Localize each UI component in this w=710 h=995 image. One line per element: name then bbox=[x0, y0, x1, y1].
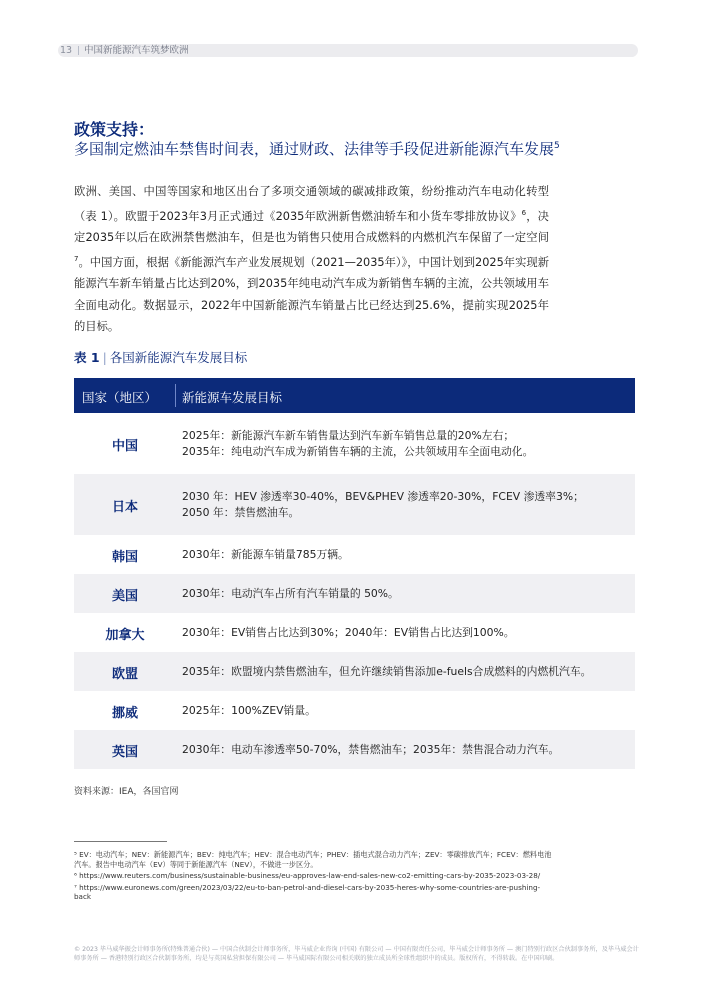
body-text-part-2: ，决定2035年以后在欧洲禁售燃油车，但是也为销售只使用合成燃料的内燃机汽车保留了一定空间 bbox=[74, 209, 549, 244]
section-subtitle bbox=[74, 136, 574, 160]
table-caption bbox=[74, 348, 247, 366]
table-body bbox=[74, 413, 635, 769]
table-title: 各国新能源汽车发展目标 bbox=[109, 350, 248, 365]
goal-cell bbox=[182, 703, 632, 719]
goal-line: 2035年：欧盟境内禁售燃油车，但允许继续销售添加e-fuels合成燃料的内燃机汽车。 bbox=[182, 664, 592, 678]
goal-cell bbox=[182, 428, 632, 460]
footnote-rule bbox=[74, 841, 167, 842]
caption-separator: | bbox=[102, 350, 107, 365]
footnotes bbox=[74, 850, 554, 904]
footnote-ref-6: 6 bbox=[521, 208, 527, 217]
goal-cell bbox=[182, 742, 632, 758]
country-cell: 英国 bbox=[111, 744, 138, 760]
section-title: 政策支持： bbox=[74, 120, 155, 139]
goal-line: 2030年：新能源车销量785万辆。 bbox=[182, 547, 349, 561]
table-row bbox=[74, 613, 635, 652]
table-label: 表 1 bbox=[74, 350, 100, 365]
footnote-7: ⁷ https://www.euronews.com/green/2023/03/22/eu-to-ban-petrol-and-diesel-cars-by-2035-heres-why-some-countries-are-pushing-back bbox=[74, 882, 541, 901]
body-paragraph bbox=[74, 181, 549, 338]
table-row bbox=[74, 730, 635, 769]
goal-line: 2025年：新能源汽车新车销售量达到汽车新车销售总量的20%左右； bbox=[182, 428, 515, 442]
goal-line: 2030年：EV销售占比达到30%；2040年：EV销售占比达到100%。 bbox=[182, 625, 515, 639]
goal-cell bbox=[182, 547, 632, 563]
body-text-part-3: 。中国方面，根据《新能源汽车产业发展规划（2021—2035年）》，中国计划到2025年实现新能源汽车新车销量占比达到20%，到2035年纯电动汽车成为新销售车辆的主流，公共领域用车全面电动化。数据显示，2022年中国新能源汽车销量占比已经达到25.6%，提前实现2025年的目标。 bbox=[74, 255, 549, 334]
copyright-notice: © 2023 毕马威华振会计师事务所(特殊普通合伙) — 中国合伙制会计师事务所，毕马威企业咨询 (中国) 有限公司 — 中国有限责任公司，毕马威会计师事务所 — 澳门特别行政区合伙制事务所，及毕马威会计师事务所 — 香港特别行政区合伙制事务所，均是与英国私营担保有限公司 — 毕马威国际有限公司相关联的独立成员所全球性组织中的成员。版权所有，不得转载。在中国印刷。 bbox=[74, 946, 639, 962]
country-cell: 日本 bbox=[111, 499, 138, 515]
goal-line: 2035年：纯电动汽车成为新销售车辆的主流，公共领域用车全面电动化。 bbox=[182, 444, 534, 458]
footnote-6: ⁶ https://www.reuters.com/business/sustainable-business/eu-approves-law-end-sales-new-co2-emitting-cars-by-2035-2023-03-28/ bbox=[74, 871, 541, 880]
goal-line: 2030年：电动汽车占所有汽车销量的 50%。 bbox=[182, 586, 399, 600]
table-row bbox=[74, 535, 635, 574]
country-cell: 加拿大 bbox=[105, 627, 145, 643]
goal-line: 2025年：100%ZEV销量。 bbox=[182, 703, 316, 717]
country-cell: 欧盟 bbox=[111, 666, 138, 682]
table-header-row bbox=[74, 378, 635, 413]
running-title: 中国新能源汽车筑梦欧洲 bbox=[84, 45, 189, 56]
goal-line: 2030 年：HEV 渗透率30-40%，BEV&PHEV 渗透率20-30%，FCEV 渗透率3%； bbox=[182, 489, 584, 503]
table-row bbox=[74, 474, 635, 535]
country-cell: 中国 bbox=[111, 438, 138, 454]
column-header-country: 国家（地区） bbox=[82, 390, 158, 405]
header-divider bbox=[78, 46, 79, 55]
country-cell: 美国 bbox=[111, 588, 138, 604]
goal-line: 2030年：电动车渗透率50-70%，禁售燃油车；2035年：禁售混合动力汽车。 bbox=[182, 742, 560, 756]
goal-cell bbox=[182, 664, 632, 680]
footnote-ref-7: 7 bbox=[74, 254, 79, 263]
goal-cell bbox=[182, 586, 632, 602]
section-subtitle-text: 多国制定燃油车禁售时间表，通过财政、法律等手段促进新能源汽车发展 bbox=[74, 140, 555, 158]
country-cell: 挪威 bbox=[111, 705, 138, 721]
body-text-part-1: 欧洲、美国、中国等国家和地区出台了多项交通领域的碳减排政策，纷纷推动汽车电动化转型（表 1）。欧盟于2023年3月正式通过《2035年欧洲新售燃油轿车和小货车零排放协议》 bbox=[74, 185, 549, 223]
header-column-divider bbox=[175, 384, 176, 407]
goal-line: 2050 年：禁售燃油车。 bbox=[182, 505, 300, 519]
table-source: 资料来源：IEA，各国官网 bbox=[74, 787, 179, 797]
table-row bbox=[74, 413, 635, 474]
page-number: 13 bbox=[60, 45, 73, 56]
footnote-ref-5: 5 bbox=[554, 141, 560, 151]
country-cell: 韩国 bbox=[111, 549, 138, 565]
table-row bbox=[74, 652, 635, 691]
policy-goals-table bbox=[74, 378, 635, 769]
table-row bbox=[74, 691, 635, 730]
column-header-goal: 新能源车发展目标 bbox=[182, 390, 283, 405]
goal-cell bbox=[182, 625, 632, 641]
goal-cell bbox=[182, 489, 632, 521]
table-row bbox=[74, 574, 635, 613]
footnote-5: ⁵ EV：电动汽车；NEV：新能源汽车；BEV：纯电汽车；HEV：混合电动汽车；PHEV：插电式混合动力汽车；ZEV：零碳排放汽车；FCEV：燃料电池汽车。报告中电动汽车（EV）等同于新能源汽车（NEV），不做进一步区分。 bbox=[74, 850, 552, 869]
